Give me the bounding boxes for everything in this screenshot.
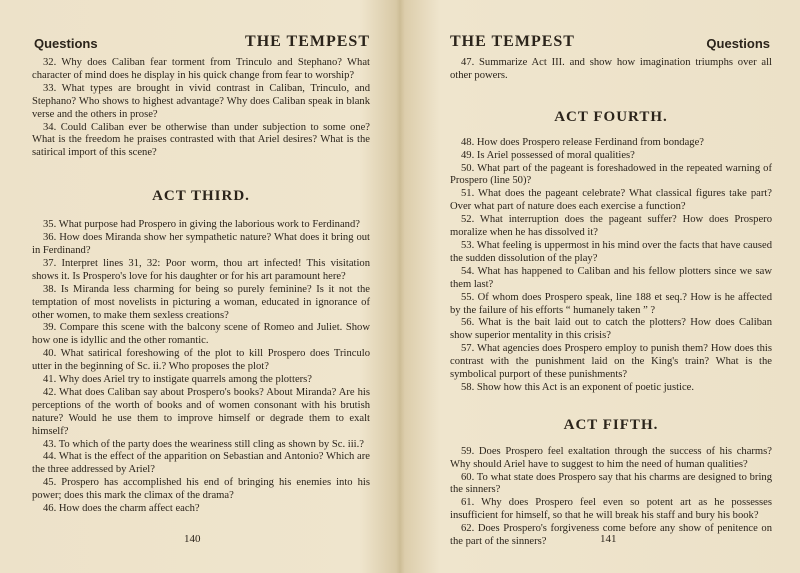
question-58: 58. Show how this Act is an exponent of poetic justice. — [461, 381, 695, 393]
right-header-title: THE TEMPEST — [450, 33, 575, 50]
question-55: 55. Of whom does Prospero speak, line 188 et seq.? How is he affected by the failure of his efforts “ humanely taken ” ? — [450, 291, 772, 316]
question-43: 43. To which of the party does the weariness still cling as shown by Sc. iii.? — [43, 438, 364, 450]
question-62: 62. Does Prospero's forgiveness come before any show of penitence on the part of the sinners? — [450, 523, 772, 548]
right-page-text — [450, 57, 772, 549]
question-32: 32. Why does Caliban fear torment from Trinculo and Stephano? What character of mind does he display in his quick change from fear to worship? — [32, 57, 370, 81]
right-page — [404, 0, 800, 573]
question-54: 54. What has happened to Caliban and his fellow plotters since we saw them last? — [450, 265, 772, 290]
question-46: 46. How does the charm affect each? — [43, 503, 200, 515]
left-page-number: 140 — [184, 533, 201, 545]
left-header-section: Questions — [34, 36, 98, 51]
question-51: 51. What does the pageant celebrate? What classical figures take part? Over what part of nature does each exercise a function? — [450, 188, 772, 213]
question-47: 47. Summarize Act III. and show how imagination triumphs over all other powers. — [450, 57, 772, 81]
question-61: 61. Why does Prospero feel even so potent art as he possesses insufficient for himself, so that he will break his staff and bury his book? — [450, 497, 772, 522]
left-running-header — [0, 33, 400, 55]
question-59: 59. Does Prospero feel exaltation through the success of his charms? Why should Ariel have to suggest to him the need of human qualities? — [450, 445, 772, 470]
question-45: 45. Prospero has accomplished his end of bringing his enemies into his power; does this mark the climax of the drama? — [32, 477, 370, 502]
act-third-heading: ACT THIRD. — [152, 188, 250, 205]
question-38: 38. Is Miranda less charming for being so purely feminine? Is it not the temptation of most novelists in picturing a woman, educated in ignorance of other women, to make them sexless creations? — [32, 283, 370, 321]
question-35: 35. What purpose had Prospero in giving the laborious work to Ferdinand? — [43, 219, 360, 231]
left-page-text — [32, 57, 370, 516]
question-57: 57. What agencies does Prospero employ to punish them? How does this contrast with the punishment laid on the King's train? What is the symbolical purport of these punishments? — [450, 343, 772, 381]
question-56: 56. What is the bait laid out to catch the plotters? How does Caliban show superior mentality in this crisis? — [450, 317, 772, 342]
question-48: 48. How does Prospero release Ferdinand from bondage? — [461, 136, 704, 148]
question-41: 41. Why does Ariel try to instigate quarrels among the plotters? — [43, 374, 313, 386]
left-header-title: THE TEMPEST — [245, 33, 370, 50]
question-40: 40. What satirical foreshowing of the plot to kill Prospero does Trinculo utter in the beginning of Sc. ii.? Who proposes the plot? — [32, 348, 370, 373]
question-36: 36. How does Miranda show her sympathetic nature? What does it bring out in Ferdinand? — [32, 232, 370, 256]
question-42: 42. What does Caliban say about Prospero's books? About Miranda? Are his perceptions of the worth of books and of women consonant with his brutish nature? Would he use them to improve himself or degrade them to exalt himself? — [32, 386, 370, 437]
question-49: 49. Is Ariel possessed of moral qualities? — [461, 149, 635, 161]
question-33: 33. What types are brought in vivid contrast in Caliban, Trinculo, and Stephano? Who shows to highest advantage? Why does Caliban speak in blank verse and the others in prose? — [32, 82, 370, 120]
question-53: 53. What feeling is uppermost in his mind over the facts that have caused the sudden dissolution of the play? — [450, 239, 772, 264]
act-fifth-heading: ACT FIFTH. — [563, 416, 659, 433]
question-37: 37. Interpret lines 31, 32: Poor worm, thou art infected! This visitation shows it. Is Prospero's love for his daughter or for his art paramount here? — [32, 257, 370, 282]
question-44: 44. What is the effect of the apparition on Sebastian and Antonio? Which are the three addressed by Ariel? — [32, 451, 370, 476]
question-34: 34. Could Caliban ever be otherwise than under subjection to some one? What is the freedom he praises contrasted with that Ariel desires? What is the satirical import of this scene? — [32, 121, 370, 159]
right-page-number: 141 — [600, 533, 617, 545]
right-running-header — [404, 33, 800, 55]
right-header-section: Questions — [706, 36, 770, 51]
question-50: 50. What part of the pageant is foreshadowed in the repeated warning of Prospero (line 50)? — [450, 162, 772, 187]
question-39: 39. Compare this scene with the balcony scene of Romeo and Juliet. Show how one is idyllic and the other romantic. — [32, 322, 370, 347]
question-52: 52. What interruption does the pageant suffer? How does Prospero moralize when he has dissolved it? — [450, 214, 772, 239]
act-fourth-heading: ACT FOURTH. — [554, 108, 668, 125]
question-60: 60. To what state does Prospero say that his charms are designed to bring the sinners? — [450, 471, 772, 496]
